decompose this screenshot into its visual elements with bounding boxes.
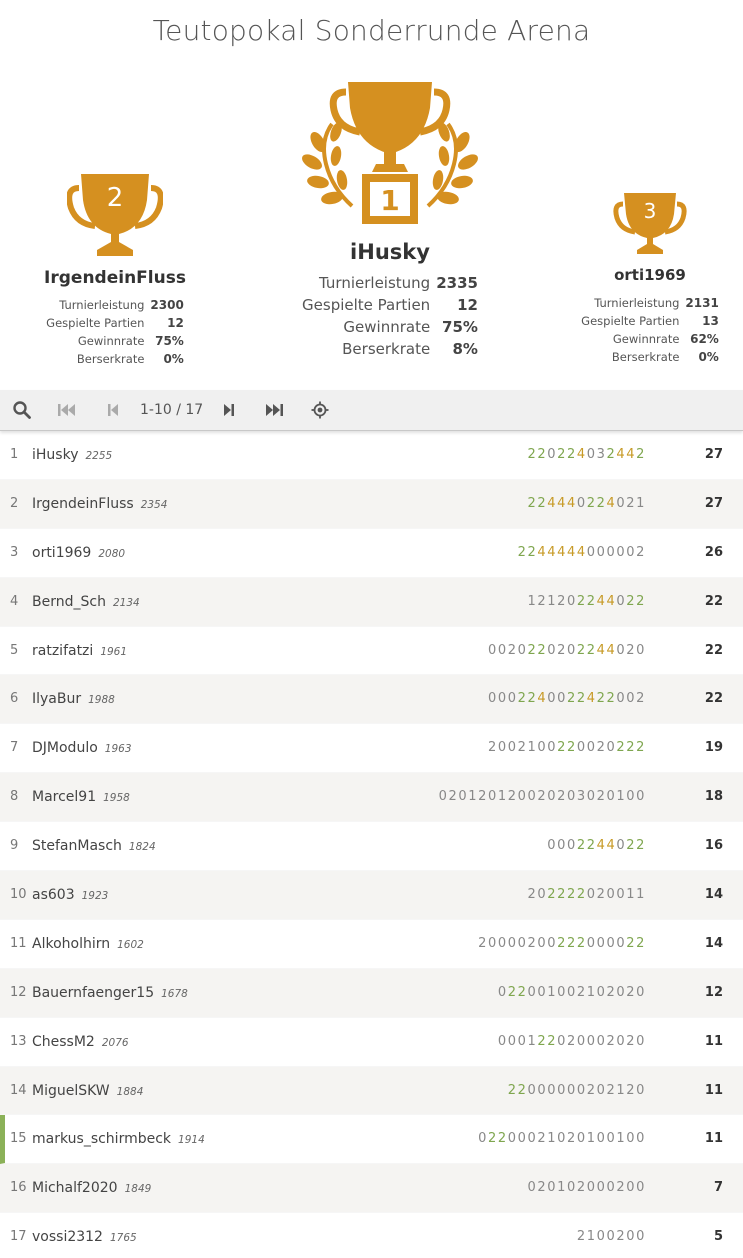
row-total: 11 xyxy=(704,1033,723,1049)
stat-value: 8% xyxy=(452,340,478,358)
player-rating: 1988 xyxy=(88,694,115,707)
score-sheet: 0002244022 xyxy=(547,838,646,854)
table-row[interactable] xyxy=(0,822,743,871)
table-row[interactable] xyxy=(0,969,743,1018)
trophy-third-number: 3 xyxy=(643,199,657,223)
row-player[interactable] xyxy=(32,594,140,610)
last-page-icon xyxy=(264,402,284,418)
search-icon xyxy=(13,401,31,419)
stat-value: 12 xyxy=(167,316,184,330)
podium-second-stats xyxy=(46,296,184,368)
score-sheet: 020120120020203020100 xyxy=(438,789,646,805)
row-rank: 15 xyxy=(10,1131,27,1147)
score-sheet: 0020220202244020 xyxy=(488,642,646,658)
row-total: 18 xyxy=(704,789,723,805)
table-row[interactable] xyxy=(0,724,743,773)
player-name[interactable]: MiguelSKW xyxy=(32,1082,110,1099)
player-name[interactable]: StefanMasch xyxy=(32,838,122,855)
player-rating: 1884 xyxy=(116,1085,144,1098)
trophy-second-icon xyxy=(30,170,200,258)
player-name[interactable]: Marcel91 xyxy=(32,789,97,806)
stat-label: Berserkrate xyxy=(611,350,680,364)
podium xyxy=(0,70,743,390)
table-row[interactable] xyxy=(0,773,743,822)
trophy-second-number: 2 xyxy=(106,183,124,213)
last-page-button[interactable] xyxy=(251,390,297,431)
player-name[interactable]: IlyaBur xyxy=(32,691,82,708)
row-player[interactable] xyxy=(32,1083,143,1099)
row-rank: 16 xyxy=(10,1180,27,1196)
row-player[interactable] xyxy=(32,1229,137,1245)
row-rank: 4 xyxy=(10,593,19,609)
table-row[interactable] xyxy=(0,578,743,627)
trophy-first-number: 1 xyxy=(380,184,400,217)
row-total: 11 xyxy=(704,1131,723,1147)
table-row[interactable] xyxy=(0,1164,743,1213)
stat-label: Turnierleistung xyxy=(319,274,431,292)
locate-me-button[interactable] xyxy=(297,390,343,431)
row-total: 19 xyxy=(704,740,723,756)
row-total: 12 xyxy=(704,984,723,1000)
stat-value: 13 xyxy=(702,314,719,328)
player-name[interactable]: as603 xyxy=(32,887,75,904)
row-total: 7 xyxy=(713,1180,723,1196)
row-rank: 14 xyxy=(10,1082,27,1098)
score-sheet: 2100200 xyxy=(576,1229,646,1245)
row-total: 22 xyxy=(704,593,723,609)
standings-table xyxy=(0,431,743,1258)
stat-value: 75% xyxy=(155,334,184,348)
score-sheet: 202222020011 xyxy=(527,887,646,903)
stat-label: Turnierleistung xyxy=(59,298,145,312)
row-player[interactable] xyxy=(32,887,108,903)
row-total: 27 xyxy=(704,495,723,511)
podium-third xyxy=(570,190,730,366)
row-player[interactable] xyxy=(32,447,112,463)
score-sheet: 2244444000002 xyxy=(517,544,646,560)
player-name[interactable]: Bernd_Sch xyxy=(32,593,106,610)
row-player[interactable] xyxy=(32,691,115,707)
player-name[interactable]: ratzifatzi xyxy=(32,642,94,659)
stat-label: Gespielte Partien xyxy=(302,296,431,314)
score-sheet: 220224032442 xyxy=(527,447,646,462)
row-total: 22 xyxy=(704,642,723,658)
table-row[interactable] xyxy=(0,627,743,676)
stat-value: 75% xyxy=(442,318,478,336)
stat-value: 0% xyxy=(163,352,184,366)
player-name[interactable]: vossi2312 xyxy=(32,1229,103,1246)
row-total: 5 xyxy=(713,1229,723,1245)
search-button[interactable] xyxy=(0,390,44,431)
row-rank: 11 xyxy=(10,935,27,951)
player-name[interactable]: Michalf2020 xyxy=(32,1180,118,1197)
player-name[interactable]: Bauernfaenger15 xyxy=(32,984,155,1001)
player-rating: 1923 xyxy=(81,890,109,903)
row-rank: 12 xyxy=(10,984,27,1000)
player-rating: 2134 xyxy=(112,596,140,609)
row-rank: 17 xyxy=(10,1229,27,1245)
first-page-button[interactable] xyxy=(44,390,90,431)
table-row[interactable] xyxy=(0,431,743,480)
stat-label: Gewinnrate xyxy=(612,332,680,346)
row-rank: 5 xyxy=(10,642,19,658)
row-rank: 1 xyxy=(10,447,19,462)
trophy-third-icon xyxy=(570,190,730,256)
player-rating: 2076 xyxy=(101,1036,129,1049)
row-rank: 8 xyxy=(10,789,19,805)
table-row[interactable] xyxy=(0,871,743,920)
stat-value: 2300 xyxy=(150,298,184,312)
score-sheet: 022001002102020 xyxy=(497,984,646,1000)
row-player[interactable] xyxy=(32,740,132,756)
table-row[interactable] xyxy=(0,480,743,529)
table-row[interactable] xyxy=(0,920,743,969)
row-total: 16 xyxy=(704,838,723,854)
row-rank: 9 xyxy=(10,838,19,854)
row-player[interactable] xyxy=(32,1034,129,1050)
row-player[interactable] xyxy=(32,1180,151,1196)
score-sheet: 224440224021 xyxy=(527,495,646,511)
stat-value: 2131 xyxy=(685,296,719,310)
player-rating: 1765 xyxy=(109,1232,137,1245)
score-sheet: 0002240022422002 xyxy=(488,691,646,707)
stat-label: Gespielte Partien xyxy=(46,316,145,330)
podium-first-name[interactable]: iHusky xyxy=(350,240,430,264)
stat-label: Gewinnrate xyxy=(343,318,431,336)
player-rating: 1963 xyxy=(104,743,132,756)
player-rating: 1961 xyxy=(100,645,128,658)
table-row[interactable] xyxy=(0,675,743,724)
stat-label: Berserkrate xyxy=(342,340,431,358)
pager-bar xyxy=(0,390,743,431)
player-rating: 2255 xyxy=(85,450,113,462)
table-row[interactable] xyxy=(0,1018,743,1067)
score-sheet: 020102000200 xyxy=(527,1180,646,1196)
locate-me-icon xyxy=(311,401,329,419)
stat-label: Gespielte Partien xyxy=(581,314,680,328)
podium-second xyxy=(30,170,200,368)
player-name[interactable]: Alkoholhirn xyxy=(32,935,111,952)
row-total: 22 xyxy=(704,691,723,707)
player-name[interactable]: ChessM2 xyxy=(32,1033,95,1050)
player-rating: 1678 xyxy=(161,987,188,1000)
score-sheet: 2002100220020222 xyxy=(488,740,646,756)
player-rating: 1849 xyxy=(124,1183,152,1196)
player-rating: 2080 xyxy=(98,547,126,560)
page-range: 1-10 / 17 xyxy=(140,402,204,418)
row-player[interactable] xyxy=(32,936,144,952)
row-total: 14 xyxy=(704,887,723,903)
stat-label: Gewinnrate xyxy=(77,334,145,348)
stat-value: 62% xyxy=(690,332,719,346)
next-page-button[interactable] xyxy=(207,390,251,431)
player-name[interactable]: iHusky xyxy=(32,447,79,463)
stat-label: Berserkrate xyxy=(76,352,145,366)
row-total: 11 xyxy=(704,1082,723,1098)
row-rank: 2 xyxy=(10,495,19,511)
prev-page-icon xyxy=(106,402,120,418)
row-rank: 3 xyxy=(10,544,19,560)
next-page-icon xyxy=(222,402,236,418)
podium-first xyxy=(280,80,500,360)
row-player[interactable] xyxy=(32,545,125,561)
stat-value: 12 xyxy=(457,296,478,314)
player-rating: 1958 xyxy=(103,792,130,805)
row-rank: 6 xyxy=(10,691,19,707)
table-row[interactable] xyxy=(0,1213,743,1258)
player-rating: 2354 xyxy=(140,498,168,511)
table-row[interactable] xyxy=(0,1067,743,1116)
score-sheet: 20000200222000022 xyxy=(478,935,646,951)
stat-value: 2335 xyxy=(436,274,478,292)
row-player[interactable] xyxy=(32,838,156,854)
podium-third-stats xyxy=(581,294,719,366)
score-sheet: 121202244022 xyxy=(527,593,646,609)
podium-second-name[interactable]: IrgendeinFluss xyxy=(44,268,186,288)
trophy-first-icon xyxy=(280,80,500,230)
row-total: 26 xyxy=(704,544,723,560)
player-name[interactable]: markus_schirmbeck xyxy=(32,1131,172,1148)
player-rating: 1824 xyxy=(128,841,156,854)
first-page-icon xyxy=(57,402,77,418)
row-player[interactable] xyxy=(32,789,130,805)
player-rating: 1602 xyxy=(117,938,144,951)
stat-value: 0% xyxy=(698,350,719,364)
row-rank: 10 xyxy=(10,887,27,903)
row-player[interactable] xyxy=(32,496,167,512)
player-rating: 1914 xyxy=(178,1134,205,1147)
row-rank: 13 xyxy=(10,1033,27,1049)
podium-third-name[interactable]: orti1969 xyxy=(614,266,686,284)
prev-page-button[interactable] xyxy=(90,390,136,431)
player-name[interactable]: IrgendeinFluss xyxy=(32,495,134,512)
page-title: Teutopokal Sonderrunde Arena xyxy=(152,14,591,47)
table-row[interactable] xyxy=(0,529,743,578)
table-row[interactable] xyxy=(0,1115,743,1164)
row-rank: 7 xyxy=(10,740,19,756)
score-sheet: 000122020002020 xyxy=(497,1033,646,1049)
row-total: 14 xyxy=(704,935,723,951)
stat-label: Turnierleistung xyxy=(594,296,680,310)
row-player[interactable] xyxy=(32,643,127,659)
podium-first-stats xyxy=(302,272,478,360)
player-name[interactable]: DJModulo xyxy=(32,740,98,757)
row-player[interactable] xyxy=(32,985,188,1001)
player-name[interactable]: orti1969 xyxy=(32,544,92,561)
row-player[interactable] xyxy=(32,1131,205,1147)
row-total: 27 xyxy=(704,447,723,462)
score-sheet: 22000000202120 xyxy=(507,1082,646,1098)
score-sheet: 02200021020100100 xyxy=(478,1131,646,1147)
